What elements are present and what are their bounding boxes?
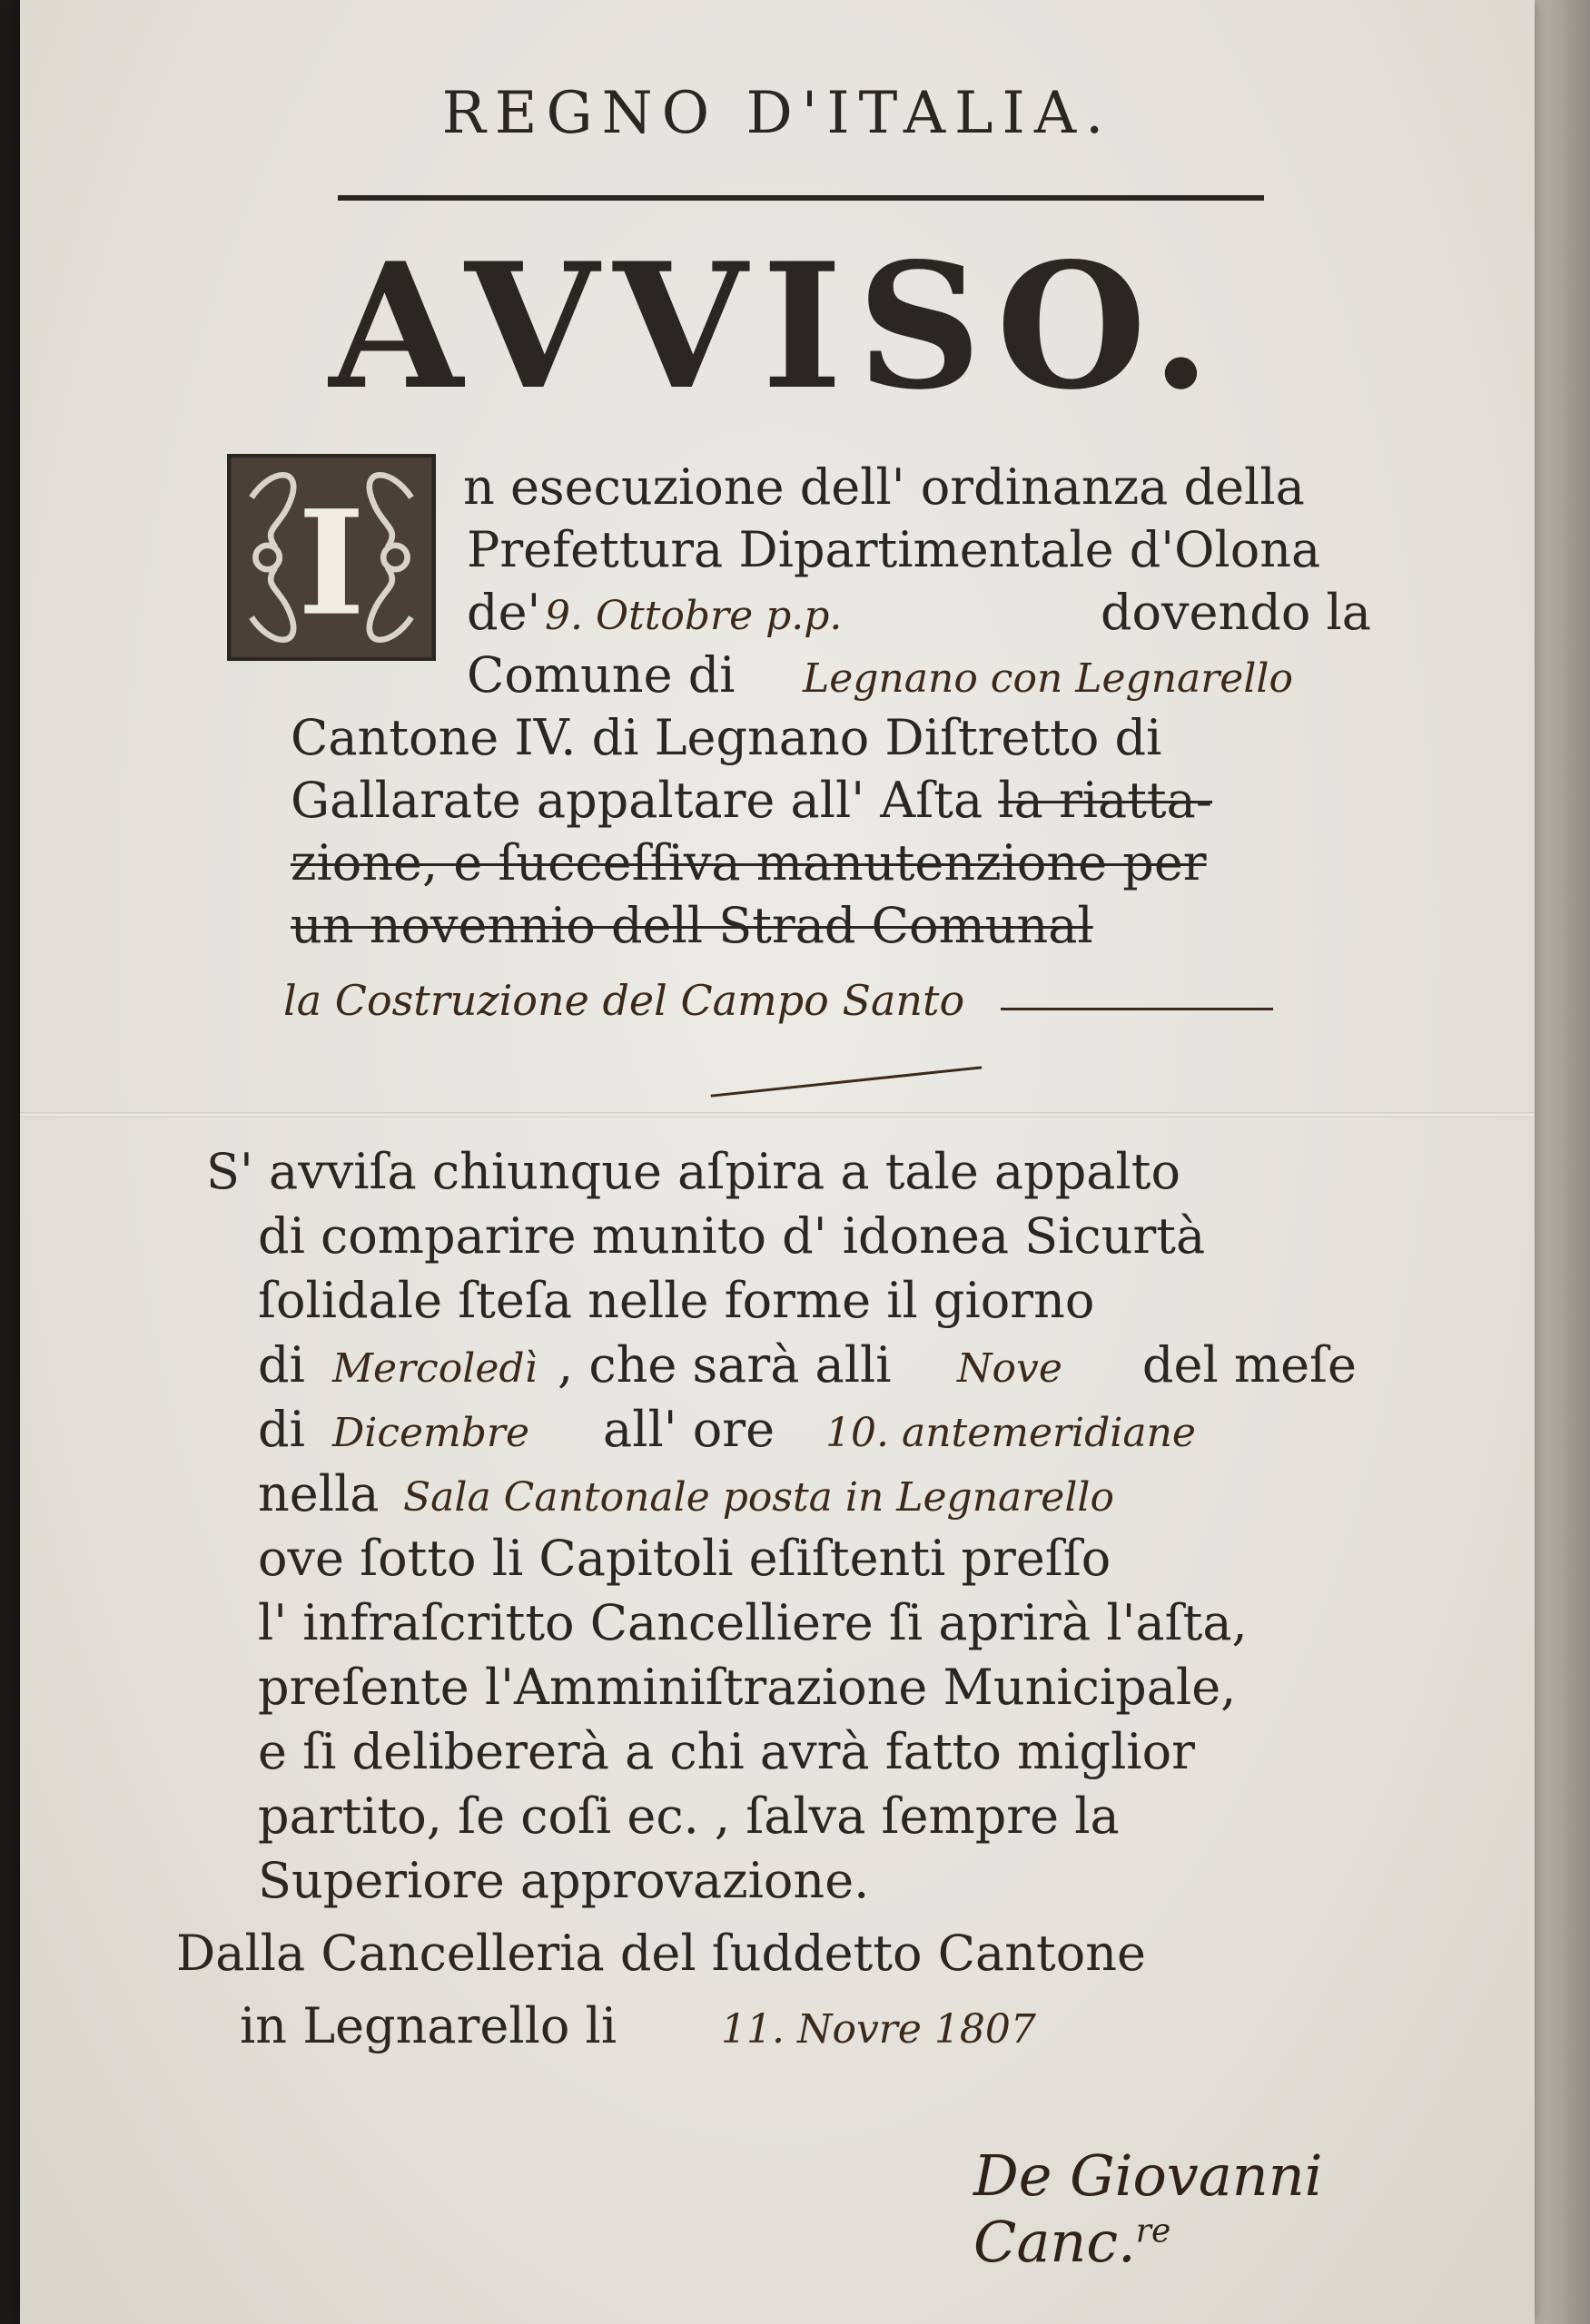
p1-line6-struck: la riatta- — [998, 772, 1213, 829]
p1-line3-suffix: dovendo la — [1100, 584, 1371, 641]
p2-line5-mid: all' ore — [603, 1401, 775, 1458]
dropcap-ornament — [227, 454, 436, 661]
p1-line3 — [467, 582, 1371, 644]
p1-line6 — [291, 770, 1212, 832]
p2-line6-prefix: nella — [258, 1465, 380, 1522]
handwritten-issue-date: 11. Novre 1807 — [721, 2006, 1036, 2053]
p1-line2-text: Prefettura Dipartimentale d'Olona — [467, 521, 1321, 578]
p2-line4-prefix: di — [258, 1336, 305, 1393]
closing-line1 — [176, 1923, 1146, 1984]
p2-line9-text: preſente l'Amminiſtrazione Municipale, — [258, 1659, 1237, 1716]
p2-line10-text: e ſi delibererà a chi avrà fatto miglior — [258, 1723, 1195, 1780]
hand-flourish — [1001, 1008, 1273, 1010]
p2-line2 — [258, 1206, 1205, 1267]
p2-line1 — [206, 1141, 1180, 1203]
handwritten-object: la Costruzione del Campo Santo — [283, 976, 965, 1025]
p1-line8 — [291, 895, 1093, 957]
p2-line6 — [258, 1463, 1114, 1525]
p2-line2-text: di comparire munito d' idonea Sicurtà — [258, 1207, 1206, 1265]
p1-line5 — [291, 707, 1161, 769]
handwritten-day: Nove — [957, 1345, 1062, 1392]
signature-name: De Giovanni Canc. — [973, 2142, 1323, 2275]
p2-line8 — [258, 1592, 1248, 1654]
p2-line4 — [258, 1334, 1357, 1396]
handwritten-venue: Sala Cantonale posta in Legnarello — [403, 1474, 1114, 1521]
paper-fold — [20, 1112, 1535, 1118]
handwritten-hour: 10. antemeridiane — [825, 1410, 1196, 1456]
p2-line4-suffix: del meſe — [1141, 1336, 1357, 1393]
p1-line6-prefix: Gallarate appaltare all' Aſta — [291, 772, 983, 829]
document-sheet — [20, 0, 1535, 2324]
p2-line7 — [258, 1528, 1111, 1590]
signature — [973, 2142, 1535, 2275]
handwritten-weekday: Mercoledì — [332, 1345, 538, 1392]
ornament-icon — [231, 458, 432, 657]
p2-line11 — [258, 1786, 1120, 1847]
p2-line12-text: Superiore approvazione. — [258, 1852, 870, 1909]
p1-line1 — [463, 457, 1371, 518]
p1-line7 — [291, 832, 1207, 894]
handwritten-date: 9. Ottobre p.p. — [545, 593, 843, 639]
p1-line1-text: n esecuzione dell' ordinanza della — [463, 458, 1305, 516]
hand-flourish — [711, 1066, 983, 1097]
dropcap-letter: I — [297, 478, 366, 648]
p2-line5-prefix: di — [258, 1401, 305, 1458]
p2-line1-text: S' avviſa chiunque aſpira a tale appalto — [206, 1143, 1180, 1200]
handwritten-commune: Legnano con Legnarello — [803, 655, 1293, 702]
closing-line1-text: Dalla Cancelleria del ſuddetto Cantone — [176, 1925, 1146, 1982]
p2-line5 — [258, 1399, 1357, 1461]
p2-line3 — [258, 1270, 1094, 1332]
p1-line8-struck: un novennio dell Strad Comunal — [291, 897, 1093, 954]
p1-line2 — [467, 519, 1320, 581]
p1-line3-prefix: de' — [467, 584, 541, 641]
closing-line2 — [240, 1995, 1036, 2057]
p2-line11-text: partito, ſe coſi ec. , ſalva ſempre la — [258, 1787, 1120, 1845]
notice-title: AVVISO. — [329, 225, 1226, 428]
header-kingdom: REGNO D'ITALIA. — [441, 80, 1113, 147]
handwritten-month: Dicembre — [332, 1410, 529, 1456]
p2-line10 — [258, 1721, 1195, 1783]
p2-line9 — [258, 1657, 1236, 1718]
p2-line3-text: ſolidale ſteſa nelle forme il giorno — [258, 1272, 1095, 1329]
p1-line5-text: Cantone IV. di Legnano Diſtretto di — [291, 709, 1162, 766]
p1-line4-prefix: Comune di — [467, 646, 736, 704]
p1-line7-struck: zione, e ſucceſſiva manutenzione per — [291, 834, 1207, 891]
p2-line8-text: l' infraſcritto Cancelliere ſi aprirà l'aſta, — [258, 1594, 1248, 1651]
p1-line4 — [467, 645, 1293, 706]
p2-line12 — [258, 1850, 869, 1912]
header-rule — [338, 195, 1264, 201]
closing-line2-prefix: in Legnarello li — [240, 1997, 617, 2054]
p2-line4-mid: , che sarà alli — [558, 1336, 892, 1393]
p2-line7-text: ove ſotto li Capitoli eſiſtenti preſſo — [258, 1530, 1111, 1587]
signature-suffix: re — [1135, 2212, 1171, 2250]
